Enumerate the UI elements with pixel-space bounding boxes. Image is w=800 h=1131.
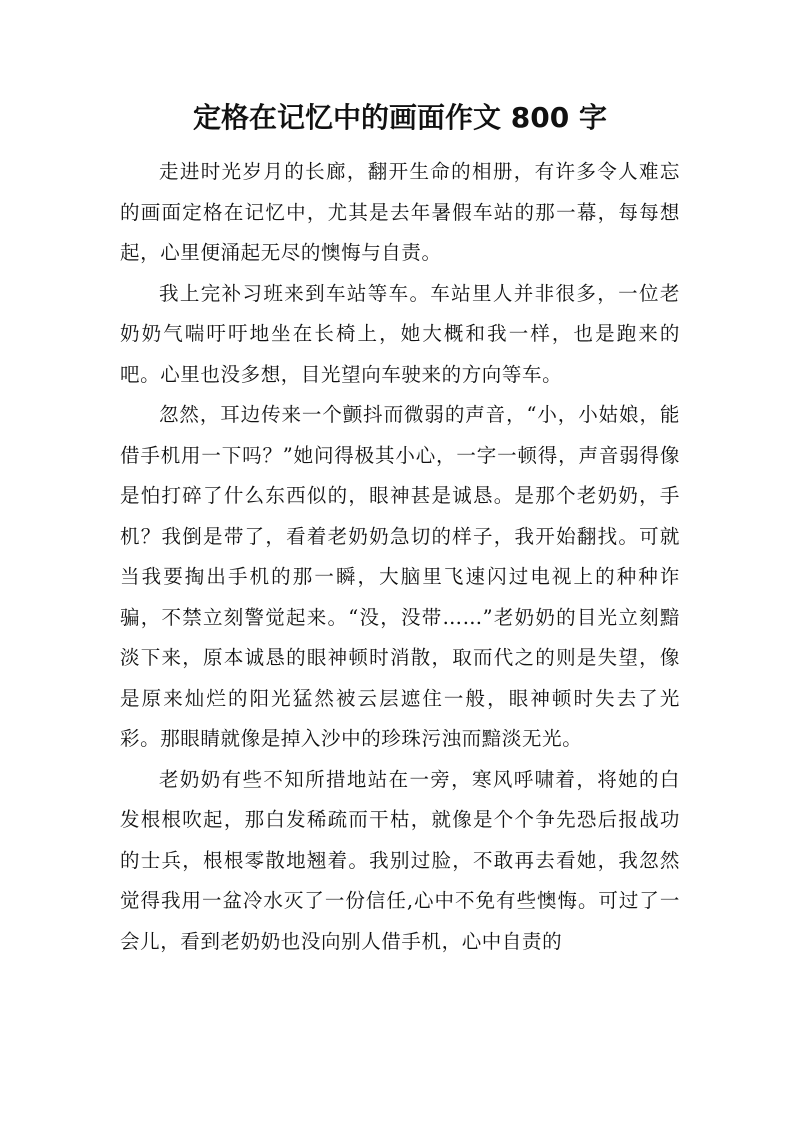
paragraph-2: 我上完补习班来到车站等车。车站里人并非很多，一位老奶奶气喘吁吁地坐在长椅上，她大概和我一样，也是跑来的吧。心里也没多想，目光望向车驶来的方向等车。 (120, 281, 680, 386)
paragraph-1: 走进时光岁月的长廊，翻开生命的相册，有许多令人难忘的画面定格在记忆中，尤其是去年暑假车站的那一幕，每每想起，心里便涌起无尽的懊悔与自责。 (120, 160, 680, 264)
paragraph-4: 老奶奶有些不知所措地站在一旁，寒风呼啸着，将她的白发根根吹起，那白发稀疏而干枯，就像是个个争先恐后报战功的士兵，根根零散地翘着。我别过脸，不敢再去看她，我忽然觉得我用一盆冷水灭了一份信任,心中不免有些懊悔。可过了一会儿，看到老奶奶也没向别人借手机，心中自责的 (120, 767, 680, 953)
document-title: 定格在记忆中的画面作文 800 字 (193, 101, 607, 134)
essay-body (120, 152, 680, 962)
paragraph-3: 忽然，耳边传来一个颤抖而微弱的声音，“小，小姑娘，能借手机用一下吗？”她问得极其小心，一字一顿得，声音弱得像是怕打碎了什么东西似的，眼神甚是诚恳。是那个老奶奶，手机？我倒是带了，看着老奶奶急切的样子，我开始翻找。可就当我要掏出手机的那一瞬，大脑里飞速闪过电视上的种种诈骗，不禁立刻警觉起来。“没，没带……”老奶奶的目光立刻黯淡下来，原本诚恳的眼神顿时消散，取而代之的则是失望，像是原来灿烂的阳光猛然被云层遮住一般，眼神顿时失去了光彩。那眼睛就像是掉入沙中的珍珠污浊而黯淡无光。 (120, 403, 680, 750)
